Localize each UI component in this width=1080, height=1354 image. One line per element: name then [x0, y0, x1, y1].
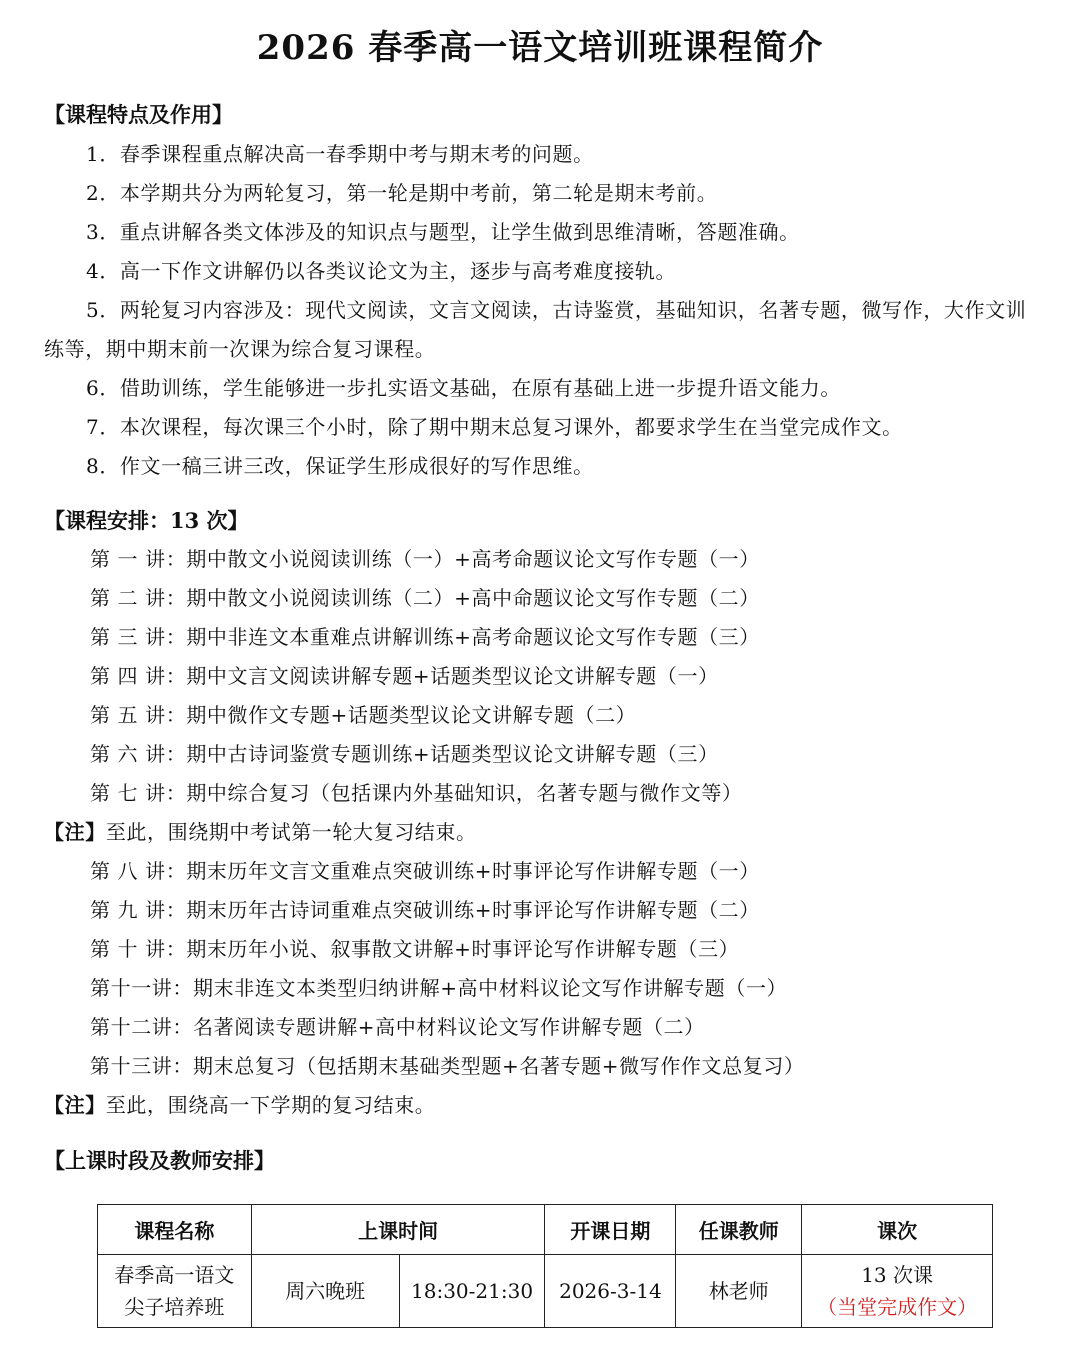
note-midterm: [44, 813, 1040, 852]
schedule-table: [97, 1204, 993, 1328]
header-start-date: 开课日期: [545, 1205, 676, 1255]
header-class-time: 上课时间: [251, 1205, 545, 1255]
lecture-list: [44, 540, 1040, 1125]
cell-class-slot: 周六晚班: [251, 1255, 399, 1328]
feature-item: 8．作文一稿三讲三改，保证学生形成很好的写作思维。: [86, 454, 594, 478]
lecture-item: 第十三讲：期末总复习（包括期末基础类型题+名著专题+微写作作文总复习）: [90, 1054, 805, 1078]
lecture-item: 第 十 讲：期末历年小说、叙事散文讲解+时事评论写作讲解专题（三）: [90, 937, 740, 961]
lecture-item: 第 六 讲：期中古诗词鉴赏专题训练+话题类型议论文讲解专题（三）: [90, 742, 719, 766]
note-text: 至此，围绕高一下学期的复习结束。: [105, 1093, 436, 1117]
header-teacher: 任课教师: [676, 1205, 802, 1255]
note-label: 【注】: [44, 820, 106, 844]
feature-item: 7．本次课程，每次课三个小时，除了期中期末总复习课外，都要求学生在当堂完成作文。: [86, 415, 903, 439]
lecture-item: 第 四 讲：期中文言文阅读讲解专题+话题类型议论文讲解专题（一）: [90, 664, 719, 688]
lecture-item: 第 一 讲：期中散文小说阅读训练（一）+高考命题议论文写作专题（一）: [90, 547, 760, 571]
cell-sessions: [802, 1255, 993, 1328]
feature-item: 2．本学期共分为两轮复习，第一轮是期中考前，第二轮是期末考前。: [86, 181, 718, 205]
feature-item: 3．重点讲解各类文体涉及的知识点与题型，让学生做到思维清晰，答题准确。: [86, 220, 800, 244]
lecture-item: 第 九 讲：期末历年古诗词重难点突破训练+时事评论写作讲解专题（二）: [90, 898, 760, 922]
course-name-line1: 春季高一语文: [114, 1263, 235, 1287]
feature-item: 4．高一下作文讲解仍以各类议论文为主，逐步与高考难度接轨。: [86, 259, 677, 283]
note-label: 【注】: [44, 1093, 106, 1117]
lecture-item: 第十一讲：期末非连文本类型归纳讲解+高中材料议论文写作讲解专题（一）: [90, 976, 788, 1000]
header-sessions: 课次: [802, 1205, 993, 1255]
sessions-count: 13 次课: [861, 1263, 933, 1287]
table-header-row: [98, 1205, 993, 1255]
lecture-item: 第 八 讲：期末历年文言文重难点突破训练+时事评论写作讲解专题（一）: [90, 859, 760, 883]
schedule-heading: 【上课时段及教师安排】: [44, 1148, 275, 1173]
sessions-note: （当堂完成作文）: [817, 1295, 978, 1319]
cell-start-date: 2026-3-14: [545, 1255, 676, 1328]
note-final: [44, 1086, 1040, 1125]
cell-time-range: 18:30-21:30: [399, 1255, 545, 1328]
feature-item: 1．春季课程重点解决高一春季期中考与期末考的问题。: [86, 142, 594, 166]
lecture-item: 第 二 讲：期中散文小说阅读训练（二）+高中命题议论文写作专题（二）: [90, 586, 760, 610]
table-row: [98, 1255, 993, 1328]
features-list: [44, 135, 1040, 486]
note-text: 至此，围绕期中考试第一轮大复习结束。: [105, 820, 477, 844]
lecture-item: 第十二讲：名著阅读专题讲解+高中材料议论文写作讲解专题（二）: [90, 1015, 705, 1039]
header-course-name: 课程名称: [98, 1205, 252, 1255]
page-title: 2026 春季高一语文培训班课程简介: [256, 28, 824, 68]
lecture-item: 第 五 讲：期中微作文专题+话题类型议论文讲解专题（二）: [90, 703, 637, 727]
cell-teacher: 林老师: [676, 1255, 802, 1328]
lecture-item: 第 三 讲：期中非连文本重难点讲解训练+高考命题议论文写作专题（三）: [90, 625, 760, 649]
lecture-item: 第 七 讲：期中综合复习（包括课内外基础知识，名著专题与微作文等）: [90, 781, 743, 805]
features-heading: 【课程特点及作用】: [44, 102, 233, 127]
course-name-line2: 尖子培养班: [124, 1295, 225, 1319]
feature-item: 6．借助训练，学生能够进一步扎实语文基础，在原有基础上进一步提升语文能力。: [86, 376, 841, 400]
feature-item: 5．两轮复习内容涉及：现代文阅读，文言文阅读，古诗鉴赏，基础知识，名著专题，微写作，大作文训练等，期中期末前一次课为综合复习课程。: [44, 298, 1027, 361]
arrangement-heading: 【课程安排：13 次】: [44, 508, 249, 533]
cell-course-name: [98, 1255, 252, 1328]
